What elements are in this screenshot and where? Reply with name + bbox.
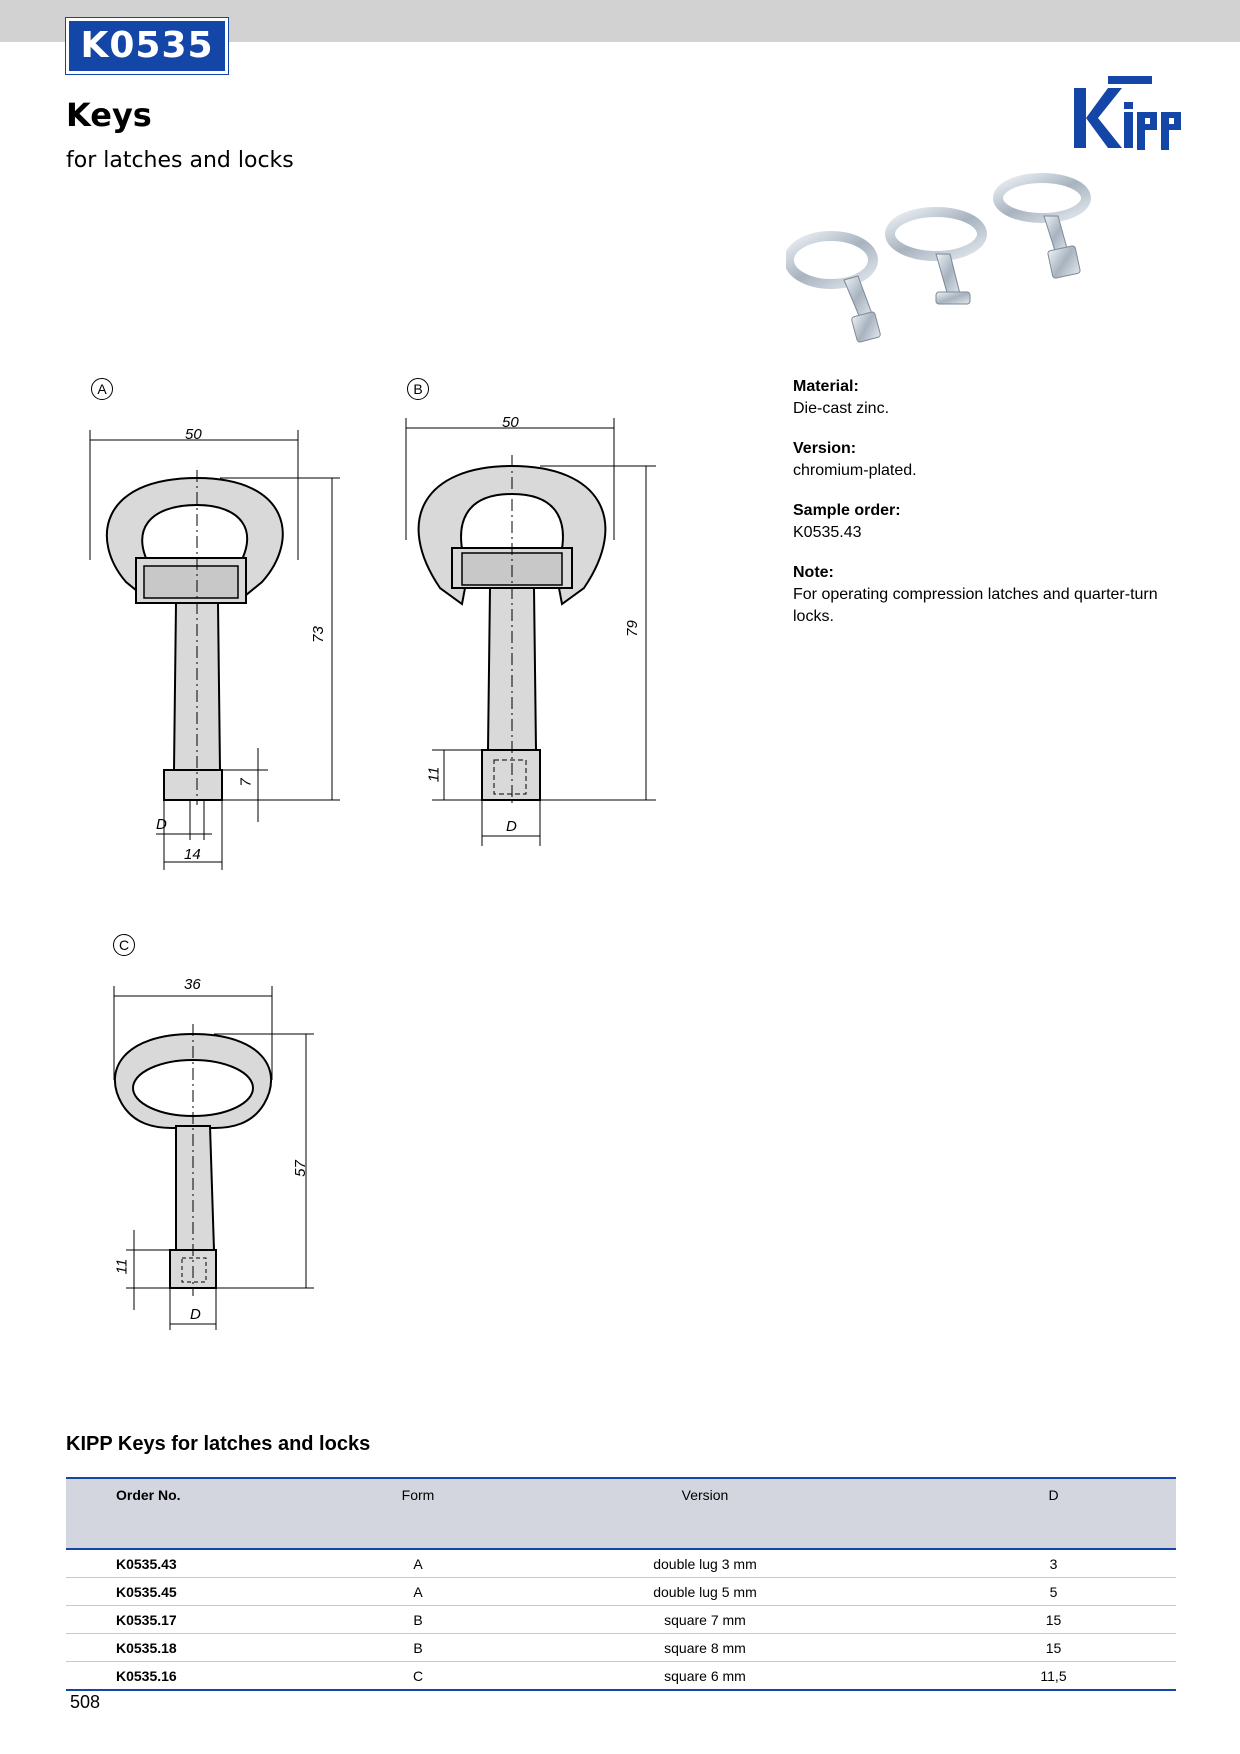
table-row bbox=[66, 1662, 1176, 1691]
spec-value: Die-cast zinc. bbox=[793, 400, 890, 417]
form-b-tip-label: 11 bbox=[425, 766, 443, 783]
cell-order-no: K0535.17 bbox=[66, 1606, 357, 1634]
form-c-height-label: 57 bbox=[291, 1160, 309, 1177]
cell-version: double lug 3 mm bbox=[479, 1549, 931, 1578]
drawing-form-a bbox=[80, 420, 360, 880]
cell-version: square 6 mm bbox=[479, 1662, 931, 1691]
cell-d: 11,5 bbox=[931, 1662, 1176, 1691]
spec-value: For operating compression latches and quarter-turn locks. bbox=[793, 586, 1158, 625]
spec-value: K0535.43 bbox=[793, 524, 862, 541]
spec-value: chromium-plated. bbox=[793, 462, 917, 479]
form-a-height-label: 73 bbox=[309, 626, 327, 643]
form-b-letter: B bbox=[407, 378, 429, 400]
spec-material bbox=[793, 376, 1173, 420]
form-c-width-label: 36 bbox=[184, 976, 201, 993]
cell-order-no: K0535.18 bbox=[66, 1634, 357, 1662]
cell-form: C bbox=[357, 1662, 479, 1691]
table-row bbox=[66, 1578, 1176, 1606]
spec-label: Note: bbox=[793, 564, 834, 581]
order-table bbox=[66, 1477, 1176, 1691]
cell-d: 15 bbox=[931, 1634, 1176, 1662]
form-c-tip-label: 11 bbox=[113, 1258, 131, 1275]
cell-order-no: K0535.43 bbox=[66, 1549, 357, 1578]
product-code-badge: K0535 bbox=[66, 18, 228, 74]
product-specs bbox=[793, 376, 1173, 646]
form-c-letter: C bbox=[113, 934, 135, 956]
page-subtitle: for latches and locks bbox=[66, 148, 294, 173]
header-d: D bbox=[931, 1478, 1176, 1549]
cell-form: B bbox=[357, 1606, 479, 1634]
table-header-row bbox=[66, 1478, 1176, 1549]
table-row bbox=[66, 1606, 1176, 1634]
spec-label: Version: bbox=[793, 440, 857, 457]
kipp-logo bbox=[1074, 74, 1186, 156]
form-a-lug-label: 7 bbox=[237, 778, 255, 787]
table-row bbox=[66, 1549, 1176, 1578]
cell-form: A bbox=[357, 1578, 479, 1606]
cell-d: 3 bbox=[931, 1549, 1176, 1578]
cell-d: 15 bbox=[931, 1606, 1176, 1634]
form-a-width-label: 50 bbox=[185, 426, 202, 443]
page-number: 508 bbox=[70, 1692, 101, 1712]
spec-note bbox=[793, 562, 1173, 628]
spec-sample-order bbox=[793, 500, 1173, 544]
spec-label: Material: bbox=[793, 378, 859, 395]
cell-version: square 8 mm bbox=[479, 1634, 931, 1662]
page-title: Keys bbox=[66, 96, 152, 134]
table-row bbox=[66, 1634, 1176, 1662]
form-b-height-label: 79 bbox=[623, 620, 641, 637]
drawing-form-b bbox=[400, 410, 660, 850]
form-c-d-label: D bbox=[190, 1306, 201, 1323]
header-order-no: Order No. bbox=[66, 1478, 357, 1549]
cell-form: B bbox=[357, 1634, 479, 1662]
cell-version: double lug 5 mm bbox=[479, 1578, 931, 1606]
table-title: KIPP Keys for latches and locks bbox=[66, 1433, 371, 1455]
form-a-letter: A bbox=[91, 378, 113, 400]
form-b-width-label: 50 bbox=[502, 414, 519, 431]
spec-label: Sample order: bbox=[793, 502, 901, 519]
cell-version: square 7 mm bbox=[479, 1606, 931, 1634]
cell-d: 5 bbox=[931, 1578, 1176, 1606]
cell-form: A bbox=[357, 1549, 479, 1578]
header-version: Version bbox=[479, 1478, 931, 1549]
spec-version bbox=[793, 438, 1173, 482]
product-photo bbox=[786, 168, 1126, 358]
form-b-d-label: D bbox=[506, 818, 517, 835]
form-a-d-label: D bbox=[156, 816, 167, 833]
cell-order-no: K0535.45 bbox=[66, 1578, 357, 1606]
form-a-base-label: 14 bbox=[184, 846, 201, 863]
header-form: Form bbox=[357, 1478, 479, 1549]
cell-order-no: K0535.16 bbox=[66, 1662, 357, 1691]
